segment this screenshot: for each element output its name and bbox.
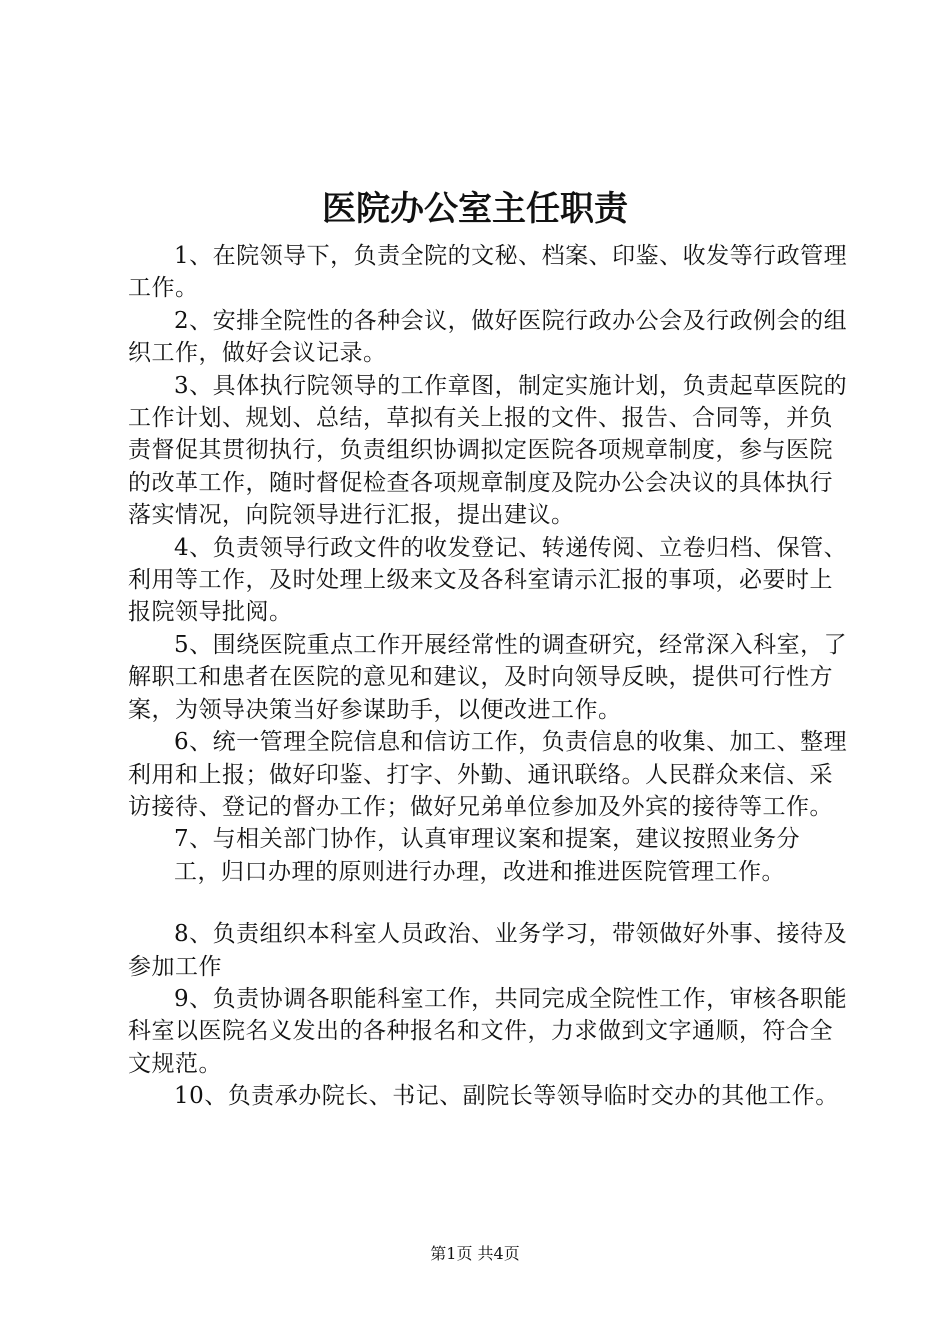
blank-line xyxy=(128,888,850,918)
paragraph-6: 6、统一管理全院信息和信访工作，负责信息的收集、加工、整理利用和上报；做好印鉴、打字、外勤、通讯联络。人民群众来信、采访接待、登记的督办工作；做好兄弟单位参加及外宾的接待等工作。 xyxy=(128,729,848,820)
paragraph-5: 5、围绕医院重点工作开展经常性的调查研究，经常深入科室，了解职工和患者在医院的意见和建议，及时向领导反映，提供可行性方案，为领导决策当好参谋助手，以便改进工作。 xyxy=(128,631,848,723)
paragraph-2: 2、安排全院性的各种会议，做好医院行政办公会及行政例会的组织工作，做好会议记录。 xyxy=(128,307,848,367)
page-number-footer: 第1页 共4页 xyxy=(430,1244,520,1263)
paragraph-8: 8、负责组织本科室人员政治、业务学习，带领做好外事、接待及参加工作 xyxy=(128,921,848,980)
paragraph-10: 10、负责承办院长、书记、副院长等领导临时交办的其他工作。 xyxy=(174,1083,839,1110)
paragraph-4: 4、负责领导行政文件的收发登记、转递传阅、立卷归档、保管、利用等工作，及时处理上级来文及各科室请示汇报的事项，必要时上报院领导批阅。 xyxy=(128,534,848,626)
paragraph-9: 9、负责协调各职能科室工作，共同完成全院性工作，审核各职能科室以医院名义发出的各种报名和文件，力求做到文字通顺，符合全文规范。 xyxy=(128,985,848,1077)
paragraph-7: 7、与相关部门协作，认真审理议案和提案，建议按照业务分 xyxy=(174,826,801,853)
paragraph-1: 1、在院领导下，负责全院的文秘、档案、印鉴、收发等行政管理工作。 xyxy=(128,243,848,302)
paragraph-3: 3、具体执行院领导的工作章图，制定实施计划，负责起草医院的工作计划、规划、总结，草拟有关上报的文件、报告、合同等，并负责督促其贯彻执行，负责组织协调拟定医院各项规章制度，参与医院的改革工作，随时督促检查各项规章制度及院办公会决议的具体执行落实情况，向院领导进行汇报，提出建议。 xyxy=(128,372,848,529)
document-title: 医院办公室主任职责 xyxy=(322,189,628,229)
document-body xyxy=(128,240,850,1113)
paragraph-7-continued: 工，归口办理的原则进行办理，改进和推进医院管理工作。 xyxy=(174,858,785,885)
